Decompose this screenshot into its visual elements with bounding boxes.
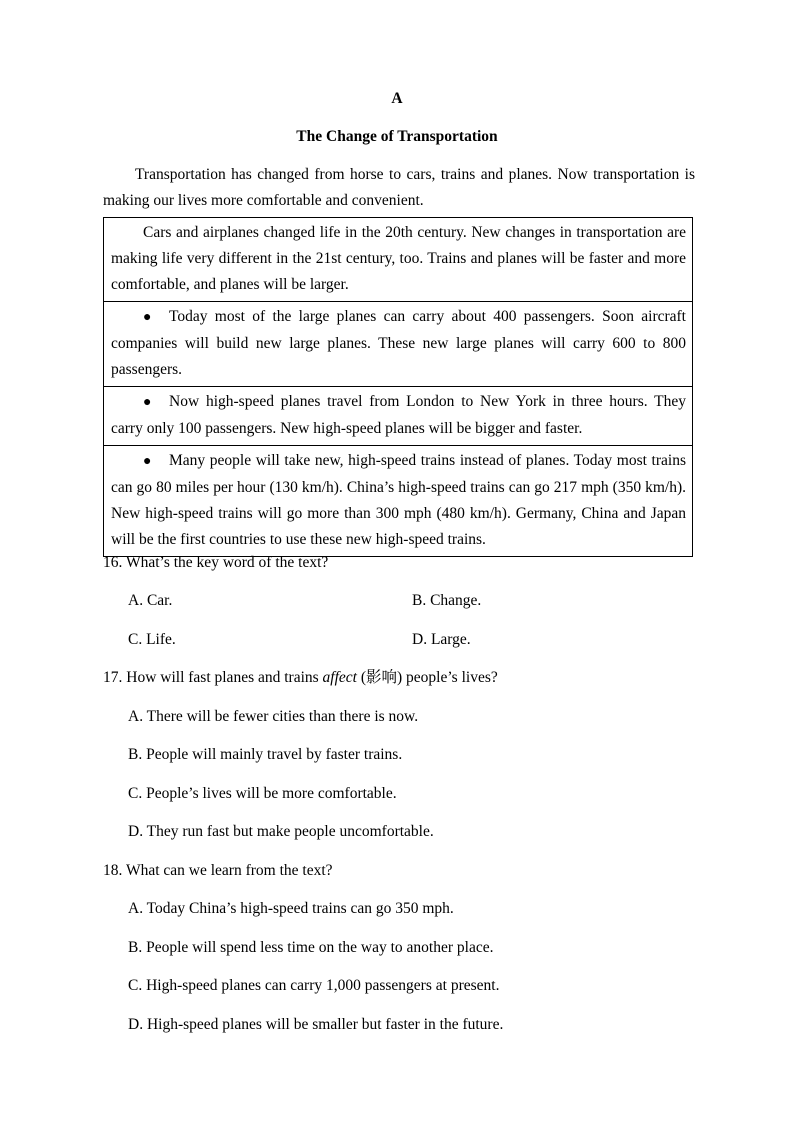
question-16-option-d: D. Large. bbox=[412, 631, 471, 648]
question-17-stem bbox=[103, 667, 498, 689]
box-bullet-2 bbox=[104, 387, 692, 446]
box-paragraph bbox=[104, 218, 692, 302]
question-16-option-a: A. Car. bbox=[128, 592, 173, 609]
question-17-stem-italic: affect bbox=[322, 669, 357, 686]
question-17-option-d: D. They run fast but make people uncomfortable. bbox=[128, 823, 434, 840]
question-17-option-b: B. People will mainly travel by faster trains. bbox=[128, 746, 403, 763]
bullet-text-1: Today most of the large planes can carry about 400 passengers. Soon aircraft companies will build new large planes. These new large planes will carry 600 to 800 passengers. bbox=[111, 308, 686, 378]
bullet-icon: ● bbox=[143, 395, 152, 410]
bullet-text-2: Now high-speed planes travel from London to New York in three hours. They carry only 100 passengers. New high-speed planes will be bigger and faster. bbox=[111, 393, 686, 437]
box-bullet-3 bbox=[104, 446, 692, 556]
question-18-option-b: B. People will spend less time on the way to another place. bbox=[128, 939, 494, 956]
question-18-option-a: A. Today China’s high-speed trains can go 350 mph. bbox=[128, 900, 454, 917]
bullet-text-3: Many people will take new, high-speed trains instead of planes. Today most trains can go 80 miles per hour (130 km/h). China’s high-speed trains can go 217 mph (350 km/h). New high-speed trains will go more than 300 mph (480 km/h). Germany, China and Japan will be the first countries to use these new high-speed trains. bbox=[111, 452, 686, 548]
box-paragraph-text: Cars and airplanes changed life in the 20th century. New changes in transportation are making life very different in the 21st century, too. Trains and planes will be faster and more comfortable, and planes will be larger. bbox=[111, 224, 686, 293]
question-17-option-c: C. People’s lives will be more comfortable. bbox=[128, 785, 397, 802]
box-bullet-1 bbox=[104, 302, 692, 387]
question-17-stem-start: 17. How will fast planes and trains bbox=[103, 669, 323, 686]
question-16-stem: 16. What’s the key word of the text? bbox=[103, 554, 329, 571]
question-16-option-c: C. Life. bbox=[128, 631, 176, 648]
question-18-stem: 18. What can we learn from the text? bbox=[103, 862, 333, 879]
question-18-option-c: C. High-speed planes can carry 1,000 passengers at present. bbox=[128, 977, 500, 994]
question-16-option-b: B. Change. bbox=[412, 592, 482, 609]
info-box bbox=[103, 217, 693, 557]
section-letter: A bbox=[391, 90, 403, 107]
bullet-icon: ● bbox=[143, 454, 152, 469]
question-17-stem-end: (影响) people’s lives? bbox=[356, 669, 498, 686]
question-18-option-d: D. High-speed planes will be smaller but faster in the future. bbox=[128, 1016, 504, 1033]
question-17-option-a: A. There will be fewer cities than there is now. bbox=[128, 708, 419, 725]
bullet-icon: ● bbox=[143, 310, 152, 325]
passage-title: The Change of Transportation bbox=[296, 128, 498, 145]
intro-paragraph: Transportation has changed from horse to cars, trains and planes. Now transportation is making our lives more comfortable and convenient. bbox=[103, 166, 695, 209]
